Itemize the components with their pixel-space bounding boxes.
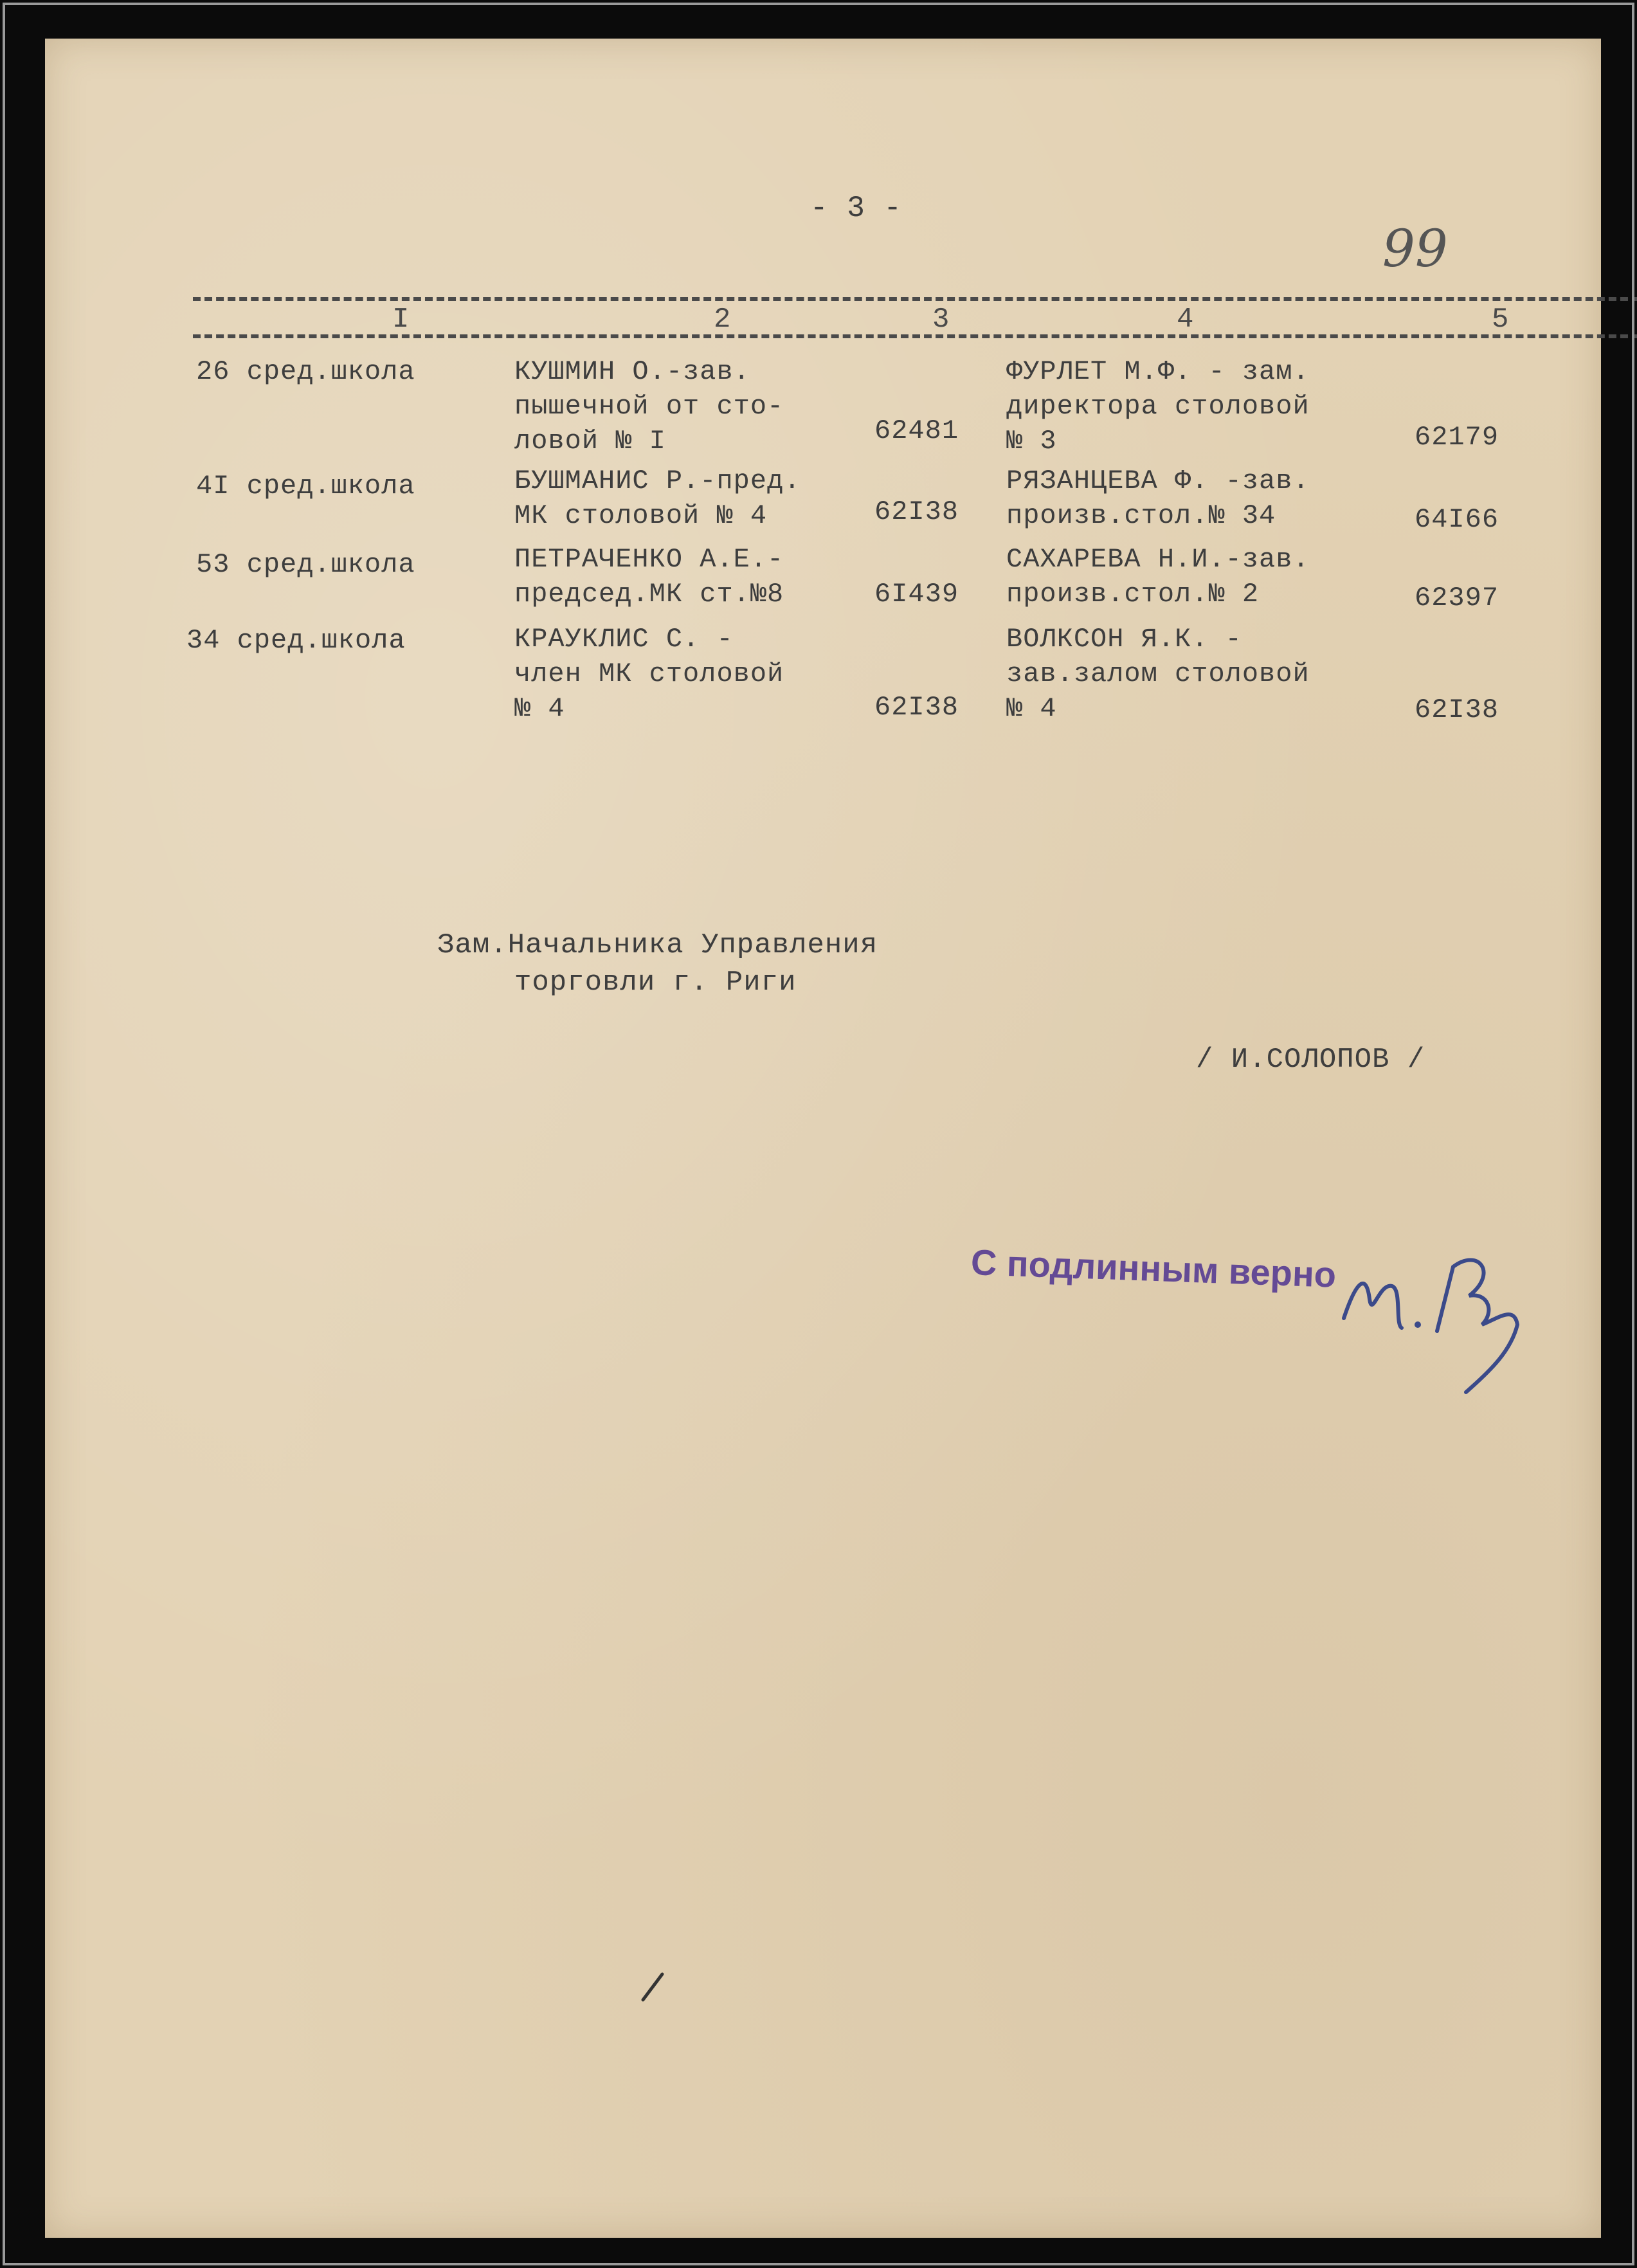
row-2-deputy-line-2: произв.стол.№ 34 (1006, 500, 1276, 531)
signatory-name: / И.СОЛОПОВ / (1196, 1044, 1425, 1076)
row-1-deputy-line-2: директора столовой (1006, 391, 1310, 422)
handwritten-folio-number: 99 (1382, 219, 1448, 278)
row-2-school: 4I сред.школа (196, 471, 415, 502)
row-3-person-line-1: ПЕТРАЧЕНКО А.Е.- (514, 544, 784, 575)
row-3-school: 53 сред.школа (196, 549, 415, 580)
column-header-3: 3 (932, 304, 950, 336)
row-1-person-line-3: ловой № I (514, 426, 666, 457)
row-4-person-line-3: № 4 (514, 693, 565, 724)
column-header-1: I (392, 304, 410, 336)
row-1-code-1: 62481 (874, 415, 959, 446)
table-top-rule (193, 297, 1637, 301)
row-4-deputy-line-3: № 4 (1006, 693, 1057, 724)
row-3-deputy-line-2: произв.стол.№ 2 (1006, 579, 1260, 610)
column-header-5: 5 (1492, 304, 1509, 336)
table-header-rule (193, 334, 1637, 338)
column-header-4: 4 (1177, 304, 1194, 336)
row-2-code-1: 62I38 (874, 496, 959, 527)
signatory-title-line-1: Зам.Начальника Управления (437, 929, 878, 961)
row-1-code-2: 62179 (1415, 422, 1499, 453)
row-2-deputy-line-1: РЯЗАНЦЕВА Ф. -зав. (1006, 466, 1310, 496)
row-3-person-line-2: председ.МК ст.№8 (514, 579, 784, 610)
row-4-person-line-2: член МК столовой (514, 658, 784, 689)
page-number: - 3 - (810, 192, 903, 225)
row-2-person-line-1: БУШМАНИС Р.-пред. (514, 466, 801, 496)
row-4-code-2: 62I38 (1415, 694, 1499, 725)
column-header-2: 2 (714, 304, 731, 336)
row-3-code-2: 62397 (1415, 583, 1499, 613)
row-3-code-1: 6I439 (874, 579, 959, 610)
document-page (45, 39, 1601, 2238)
row-1-person-line-1: КУШМИН О.-зав. (514, 356, 750, 387)
signatory-title-line-2: торговли г. Риги (514, 966, 797, 999)
row-1-school: 26 сред.школа (196, 356, 415, 387)
row-4-deputy-line-2: зав.залом столовой (1006, 658, 1310, 689)
row-4-code-1: 62I38 (874, 692, 959, 723)
ink-mark (637, 1968, 675, 2006)
certification-stamp: С подлинным верно (970, 1242, 1337, 1295)
row-4-deputy-line-1: ВОЛКСОН Я.К. - (1006, 624, 1242, 655)
row-4-person-line-1: КРАУКЛИС С. - (514, 624, 734, 655)
row-1-deputy-line-1: ФУРЛЕТ М.Ф. - зам. (1006, 356, 1310, 387)
row-4-school: 34 сред.школа (186, 625, 406, 656)
row-2-person-line-2: МК столовой № 4 (514, 500, 768, 531)
row-3-deputy-line-1: САХАРЕВА Н.И.-зав. (1006, 544, 1310, 575)
row-1-person-line-2: пышечной от сто- (514, 391, 784, 422)
row-1-deputy-line-3: № 3 (1006, 426, 1057, 457)
row-2-code-2: 64I66 (1415, 504, 1499, 535)
handwritten-signature (1331, 1222, 1550, 1402)
